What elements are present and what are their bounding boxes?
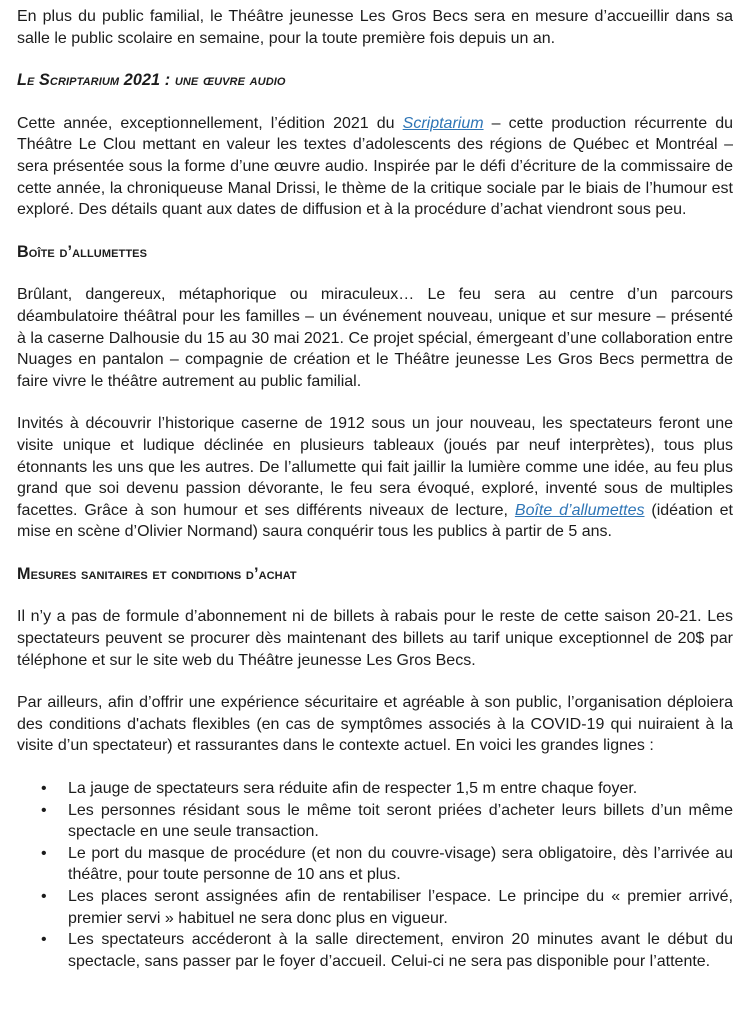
boite-paragraph-1: Brûlant, dangereux, métaphorique ou miraculeux… Le feu sera au centre d’un parcours déambulatoire théâtral pour les familles – un événement nouveau, unique et sur mesure – présenté à la caserne Dalhousie du 15 au 30 mai 2021. Ce projet spécial, émergeant d’une collaboration entre Nuages en pantalon – compagnie de création et le Théâtre jeunesse Les Gros Becs permettra de faire vivre le théâtre autrement au public familial. bbox=[17, 286, 733, 390]
intro-paragraph: En plus du public familial, le Théâtre jeunesse Les Gros Becs sera en mesure d’accueillir dans sa salle le public scolaire en semaine, pour la toute première fois depuis un an. bbox=[17, 8, 733, 47]
scriptarium-paragraph-after-link: – cette production récurrente du Théâtre Le Clou mettant en valeur les textes d’adolescents des régions de Québec et Montréal – sera présentée sous la forme d’une œuvre audio. Inspirée par le défi d’écriture de la commissaire de cette année, la chroniqueuse Manal Drissi, le thème de la critique sociale par le biais de l’humour est exploré. Des détails quant aux dates de diffusion et à la procédure d’achat viendront sous peu. bbox=[17, 114, 734, 219]
bullet-item-masque: • Le port du masque de procédure (et non du couvre-visage) sera obligatoire, dès l’arrivée au théâtre, pour toute personne de 10 ans et plus. bbox=[68, 843, 733, 886]
bullet-item-acces-salle: • Les spectateurs accéderont à la salle directement, environ 20 minutes avant le début du spectacle, sans passer par le foyer d’accueil. Celui-ci ne sera pas disponible pour l’attente. bbox=[68, 929, 733, 972]
mesures-bullet-list bbox=[17, 778, 733, 972]
scriptarium-paragraph bbox=[17, 113, 733, 221]
document-page bbox=[17, 6, 733, 972]
boite-paragraph-2 bbox=[17, 413, 733, 543]
boite-paragraph-2-before-link: Invités à découvrir l’historique caserne de 1912 sous un jour nouveau, les spectateurs feront une visite unique et ludique déclinée en plusieurs tableaux (joués par neuf interprètes), tous plus étonnants les uns que les autres. De l’allumette qui fait jaillir la lumière comme une idée, au feu plus grand que soi devenu passion dévorante, le feu sera évoqué, exploré, inventé sous de multiples facettes. Grâce à son humour et ses différents niveaux de lecture, bbox=[17, 415, 733, 519]
bullet-item-meme-toit: • Les personnes résidant sous le même toit seront priées d’acheter leurs billets d’un même spectacle en une seule transaction. bbox=[68, 800, 733, 843]
boite-dallumettes-link[interactable]: Boîte d’allumettes bbox=[514, 501, 645, 519]
section-heading-mesures-sanitaires: Mesures sanitaires et conditions d’achat bbox=[17, 564, 297, 583]
bullet-item-jauge: • La jauge de spectateurs sera réduite afin de respecter 1,5 m entre chaque foyer. bbox=[68, 778, 733, 800]
scriptarium-link[interactable]: Scriptarium bbox=[402, 114, 484, 132]
boite-paragraph-2-after-link: (idéation et mise en scène d’Olivier Normand) saura conquérir tous les publics à partir de 5 ans. bbox=[17, 501, 733, 541]
scriptarium-paragraph-before-link: Cette année, exceptionnellement, l’édition 2021 du bbox=[17, 114, 403, 132]
mesures-paragraph-2: Par ailleurs, afin d’offrir une expérience sécuritaire et agréable à son public, l’organisation déploiera des conditions d'achats flexibles (en cas de symptômes associés à la COVID-19 qui nuiraient à la visite d’un spectateur) et rassurantes dans le contexte actuel. En voici les grandes lignes : bbox=[17, 694, 733, 755]
section-heading-scriptarium: Le Scriptarium 2021 : une œuvre audio bbox=[17, 71, 286, 90]
bullet-item-places-assignees: • Les places seront assignées afin de rentabiliser l’espace. Le principe du « premier arrivé, premier servi » habituel ne sera donc plus en vigueur. bbox=[68, 886, 733, 929]
section-heading-boite-dallumettes: Boîte d’allumettes bbox=[17, 242, 148, 261]
mesures-paragraph-1: Il n’y a pas de formule d’abonnement ni de billets à rabais pour le reste de cette saison 20-21. Les spectateurs peuvent se procurer dès maintenant des billets au tarif unique exceptionnel de 20$ par téléphone et sur le site web du Théâtre jeunesse Les Gros Becs. bbox=[17, 608, 733, 669]
